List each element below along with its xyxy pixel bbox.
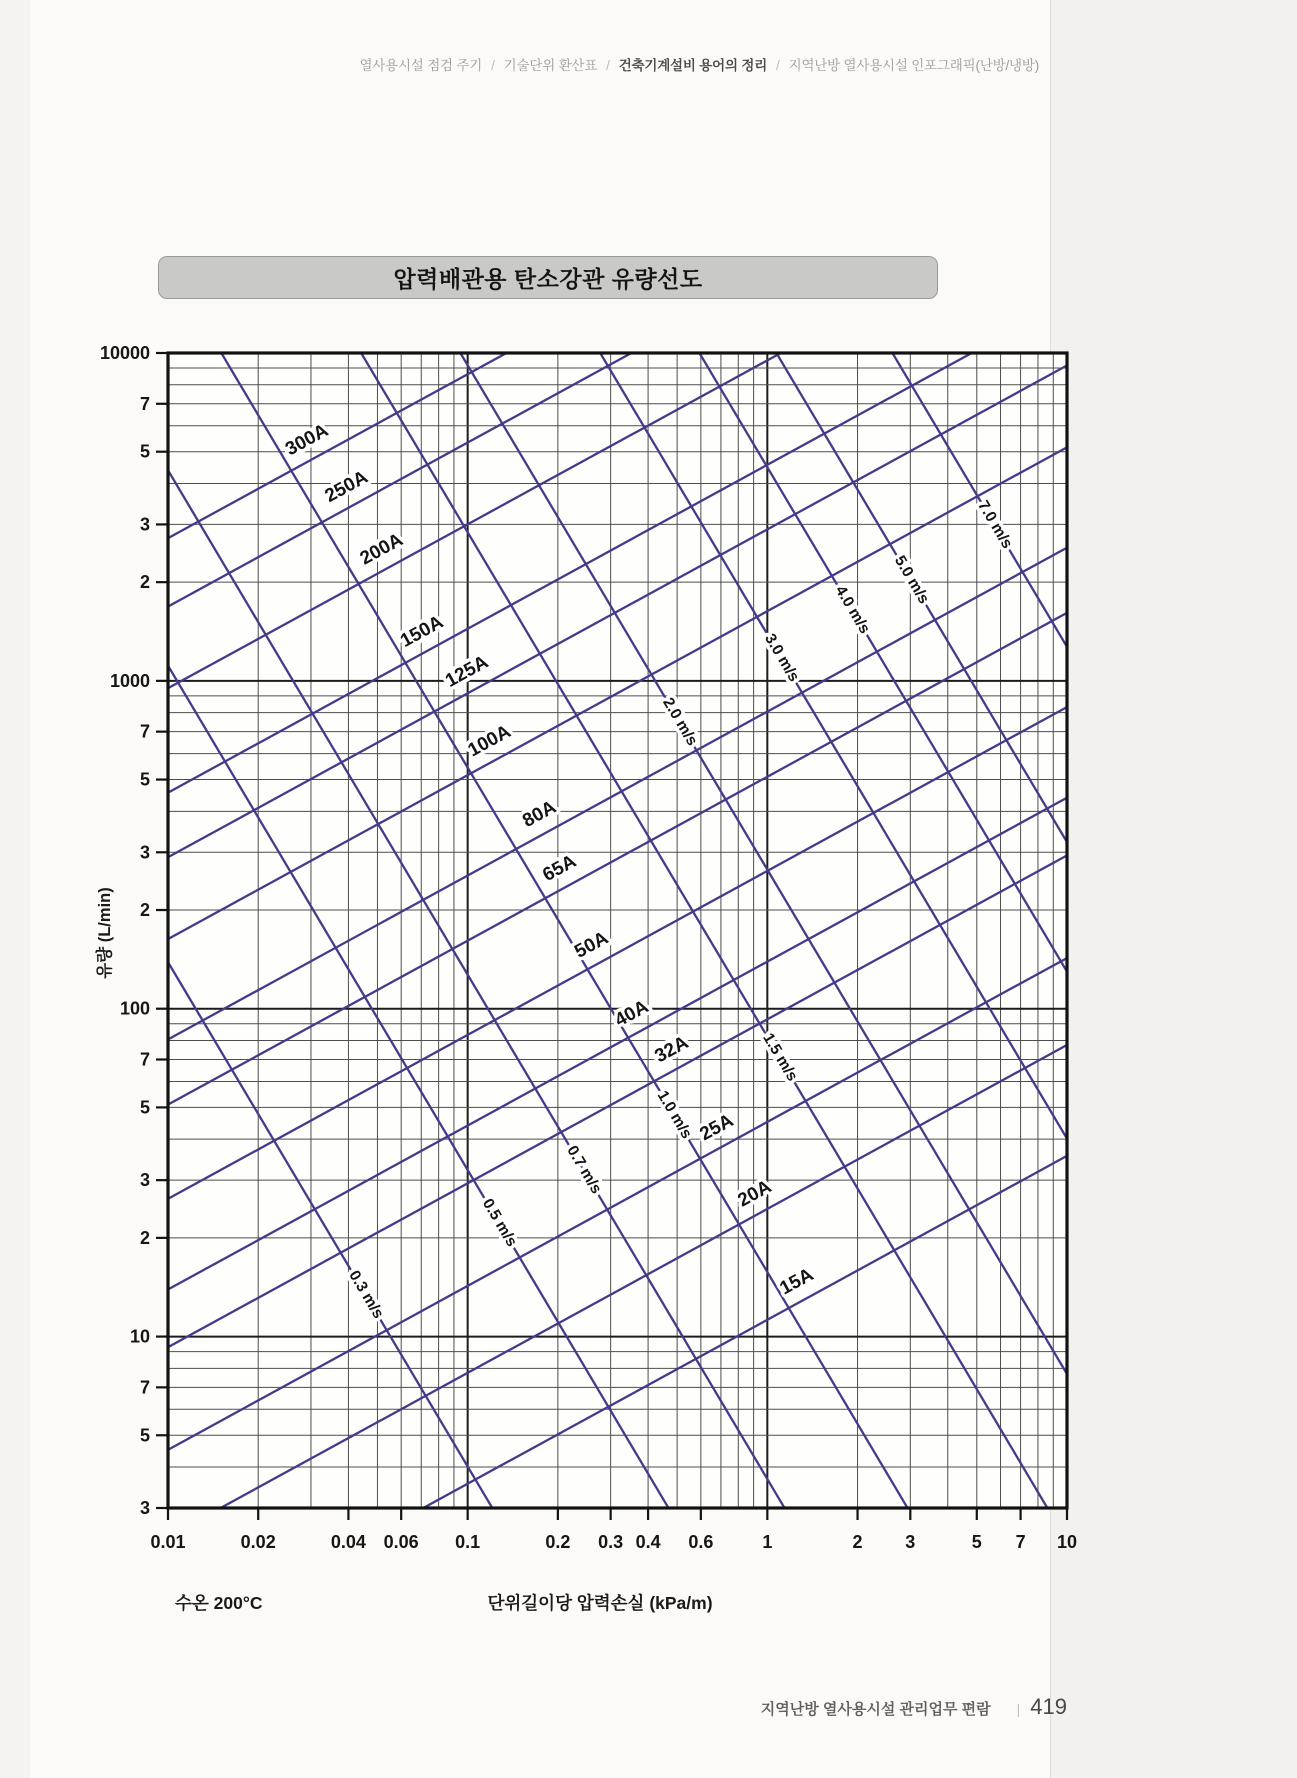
svg-text:0.01: 0.01 (150, 1532, 186, 1552)
breadcrumb-separator: / (491, 58, 495, 73)
svg-text:100A: 100A (464, 721, 515, 762)
svg-text:4.0 m/s: 4.0 m/s (831, 582, 874, 637)
svg-text:3: 3 (139, 1170, 150, 1191)
svg-text:3: 3 (905, 1532, 916, 1552)
breadcrumb-separator: / (776, 58, 780, 73)
svg-text:1.0 m/s: 1.0 m/s (653, 1087, 696, 1142)
svg-text:3: 3 (139, 514, 150, 535)
svg-text:10: 10 (129, 1326, 150, 1347)
svg-text:0.7 m/s: 0.7 m/s (563, 1142, 605, 1197)
svg-text:10000: 10000 (99, 343, 150, 363)
svg-text:2.0 m/s: 2.0 m/s (659, 694, 701, 749)
footer-book-title: 지역난방 열사용시설 관리업무 편람 (760, 1701, 991, 1718)
svg-text:0.4: 0.4 (635, 1532, 661, 1552)
svg-text:7: 7 (139, 1377, 150, 1398)
breadcrumb-item: 기술단위 환산표 (503, 58, 598, 73)
svg-text:0.04: 0.04 (330, 1532, 366, 1552)
breadcrumb-item: 지역난방 열사용시설 인포그래픽(난방/냉방) (788, 58, 1039, 73)
svg-text:15A: 15A (776, 1264, 818, 1300)
svg-text:200A: 200A (356, 529, 407, 570)
svg-text:5: 5 (139, 1097, 150, 1118)
svg-text:0.02: 0.02 (240, 1532, 276, 1552)
svg-text:7: 7 (139, 721, 150, 742)
svg-text:150A: 150A (397, 611, 447, 652)
svg-text:50A: 50A (571, 927, 612, 963)
svg-text:5.0 m/s: 5.0 m/s (890, 552, 933, 607)
y-axis-title: 유량 (L/min) (96, 887, 114, 979)
svg-text:0.6: 0.6 (688, 1532, 714, 1552)
breadcrumb-item: 건축기계설비 용어의 정리 (618, 58, 768, 73)
svg-text:1: 1 (762, 1532, 773, 1552)
svg-text:7: 7 (1015, 1532, 1026, 1552)
svg-text:25A: 25A (696, 1110, 738, 1146)
svg-text:7: 7 (139, 393, 150, 414)
footer-divider: | (1016, 1701, 1021, 1717)
svg-text:10: 10 (1056, 1532, 1078, 1552)
svg-text:0.1: 0.1 (455, 1532, 481, 1552)
svg-text:3: 3 (139, 1498, 150, 1518)
svg-text:1000: 1000 (109, 670, 150, 691)
svg-text:2: 2 (852, 1532, 863, 1552)
svg-text:2: 2 (139, 1227, 150, 1248)
svg-text:5: 5 (139, 441, 150, 462)
svg-text:0.06: 0.06 (383, 1532, 419, 1552)
breadcrumb-separator: / (606, 58, 610, 73)
svg-text:2: 2 (139, 572, 150, 593)
footer-page-number: 419 (1030, 1694, 1067, 1719)
svg-text:5: 5 (971, 1532, 982, 1552)
svg-text:40A: 40A (611, 996, 653, 1032)
svg-text:5: 5 (139, 1425, 150, 1446)
svg-text:80A: 80A (519, 796, 560, 832)
svg-text:7.0 m/s: 7.0 m/s (974, 497, 1016, 552)
svg-text:0.3 m/s: 0.3 m/s (345, 1267, 387, 1322)
svg-text:0.5 m/s: 0.5 m/s (478, 1195, 521, 1250)
svg-text:0.2: 0.2 (545, 1532, 571, 1552)
water-temperature-note: 수온 200°C (175, 1593, 263, 1613)
svg-text:0.3: 0.3 (598, 1532, 624, 1552)
x-axis-title: 단위길이당 압력손실 (kPa/m) (487, 1593, 713, 1613)
svg-text:65A: 65A (539, 850, 580, 887)
svg-text:5: 5 (139, 769, 150, 790)
svg-text:1.5 m/s: 1.5 m/s (759, 1030, 801, 1085)
svg-text:3.0 m/s: 3.0 m/s (761, 630, 803, 685)
svg-text:7: 7 (139, 1049, 150, 1070)
svg-text:32A: 32A (651, 1032, 693, 1068)
breadcrumb-item: 열사용시설 점검 주기 (359, 58, 483, 73)
svg-text:2: 2 (139, 900, 150, 921)
svg-text:125A: 125A (442, 651, 492, 692)
page-title: 압력배관용 탄소강관 유량선도 (393, 266, 703, 292)
svg-text:300A: 300A (282, 420, 332, 461)
svg-text:250A: 250A (321, 466, 372, 508)
svg-text:3: 3 (139, 842, 150, 863)
svg-text:100: 100 (119, 998, 150, 1019)
svg-text:20A: 20A (734, 1176, 776, 1212)
page-footer (761, 1694, 1067, 1720)
